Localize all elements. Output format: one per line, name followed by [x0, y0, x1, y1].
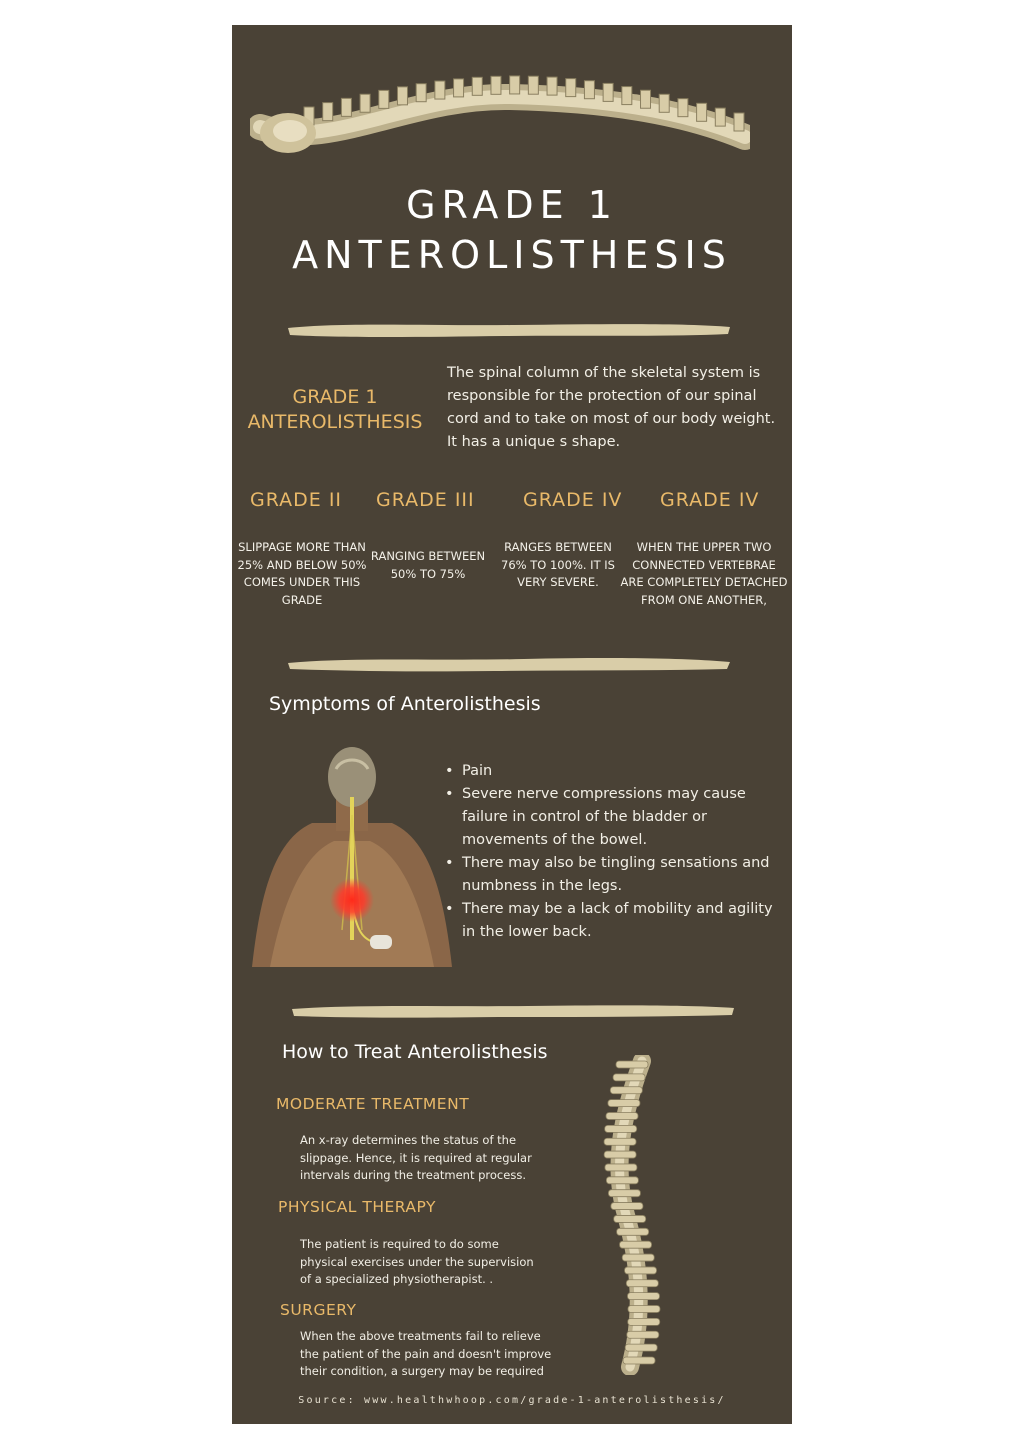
- moderate-treatment-text: An x-ray determines the status of the slippage. Hence, it is required at regular intervals during the treatment process.: [300, 1133, 532, 1182]
- source-citation: Source: www.healthwhoop.com/grade-1-anterolisthesis/: [298, 1395, 726, 1406]
- intro-paragraph: The spinal column of the skeletal system is responsible for the protection of our spinal cord and to take on most of our body weight. It has a unique s shape.: [447, 365, 776, 450]
- symptoms-list: [442, 760, 787, 944]
- list-item: • There may also be tingling sensations and numbness in the legs.: [442, 852, 787, 898]
- list-item: • Pain: [442, 760, 787, 783]
- surgery-heading: SURGERY: [280, 1301, 357, 1319]
- grade-2-description: SLIPPAGE MORE THAN 25% AND BELOW 50% COMES UNDER THIS GRADE: [237, 540, 367, 607]
- physical-therapy-heading: PHYSICAL THERAPY: [278, 1198, 437, 1216]
- brush-divider: [288, 999, 738, 1023]
- intro-label-line2: ANTEROLISTHESIS: [247, 411, 423, 433]
- grade-3-description: RANGING BETWEEN 50% TO 75%: [370, 549, 486, 581]
- human-back-pain-illustration: [252, 745, 452, 970]
- brush-divider: [284, 652, 734, 676]
- grade-4-detached-description: WHEN THE UPPER TWO CONNECTED VERTEBRAE ARE COMPLETELY DETACHED FROM ONE ANOTHER,: [620, 540, 788, 607]
- grade-3-title: GRADE III: [376, 489, 475, 511]
- moderate-treatment-heading: MODERATE TREATMENT: [276, 1095, 470, 1113]
- grade-4-description: RANGES BETWEEN 76% TO 100%. IT IS VERY SEVERE.: [501, 540, 615, 589]
- list-item: • There may be a lack of mobility and agility in the lower back.: [442, 898, 787, 944]
- treatment-title: How to Treat Anterolisthesis: [282, 1041, 548, 1063]
- grade-2-title: GRADE II: [250, 489, 343, 511]
- intro-label-line1: GRADE 1: [292, 386, 378, 408]
- main-title-line2: ANTEROLISTHESIS: [292, 233, 732, 277]
- vertical-spine-illustration: [592, 1055, 672, 1375]
- grade-4-detached-title: GRADE IV: [660, 489, 760, 511]
- list-item: • Severe nerve compressions may cause failure in control of the bladder or movements of the bowel.: [442, 783, 787, 852]
- grade-4-title: GRADE IV: [523, 489, 623, 511]
- physical-therapy-text: The patient is required to do some physical exercises under the supervision of a specialized physiotherapist. .: [300, 1237, 534, 1286]
- surgery-text: When the above treatments fail to relieve the patient of the pain and doesn't improve their condition, a surgery may be required: [300, 1329, 552, 1378]
- symptoms-title: Symptoms of Anterolisthesis: [269, 693, 541, 715]
- brush-divider: [284, 318, 734, 342]
- intro-label: [246, 385, 424, 435]
- infographic-poster: [232, 25, 792, 1424]
- horizontal-spine-illustration: [250, 55, 750, 185]
- main-title-line1: GRADE 1: [406, 183, 618, 227]
